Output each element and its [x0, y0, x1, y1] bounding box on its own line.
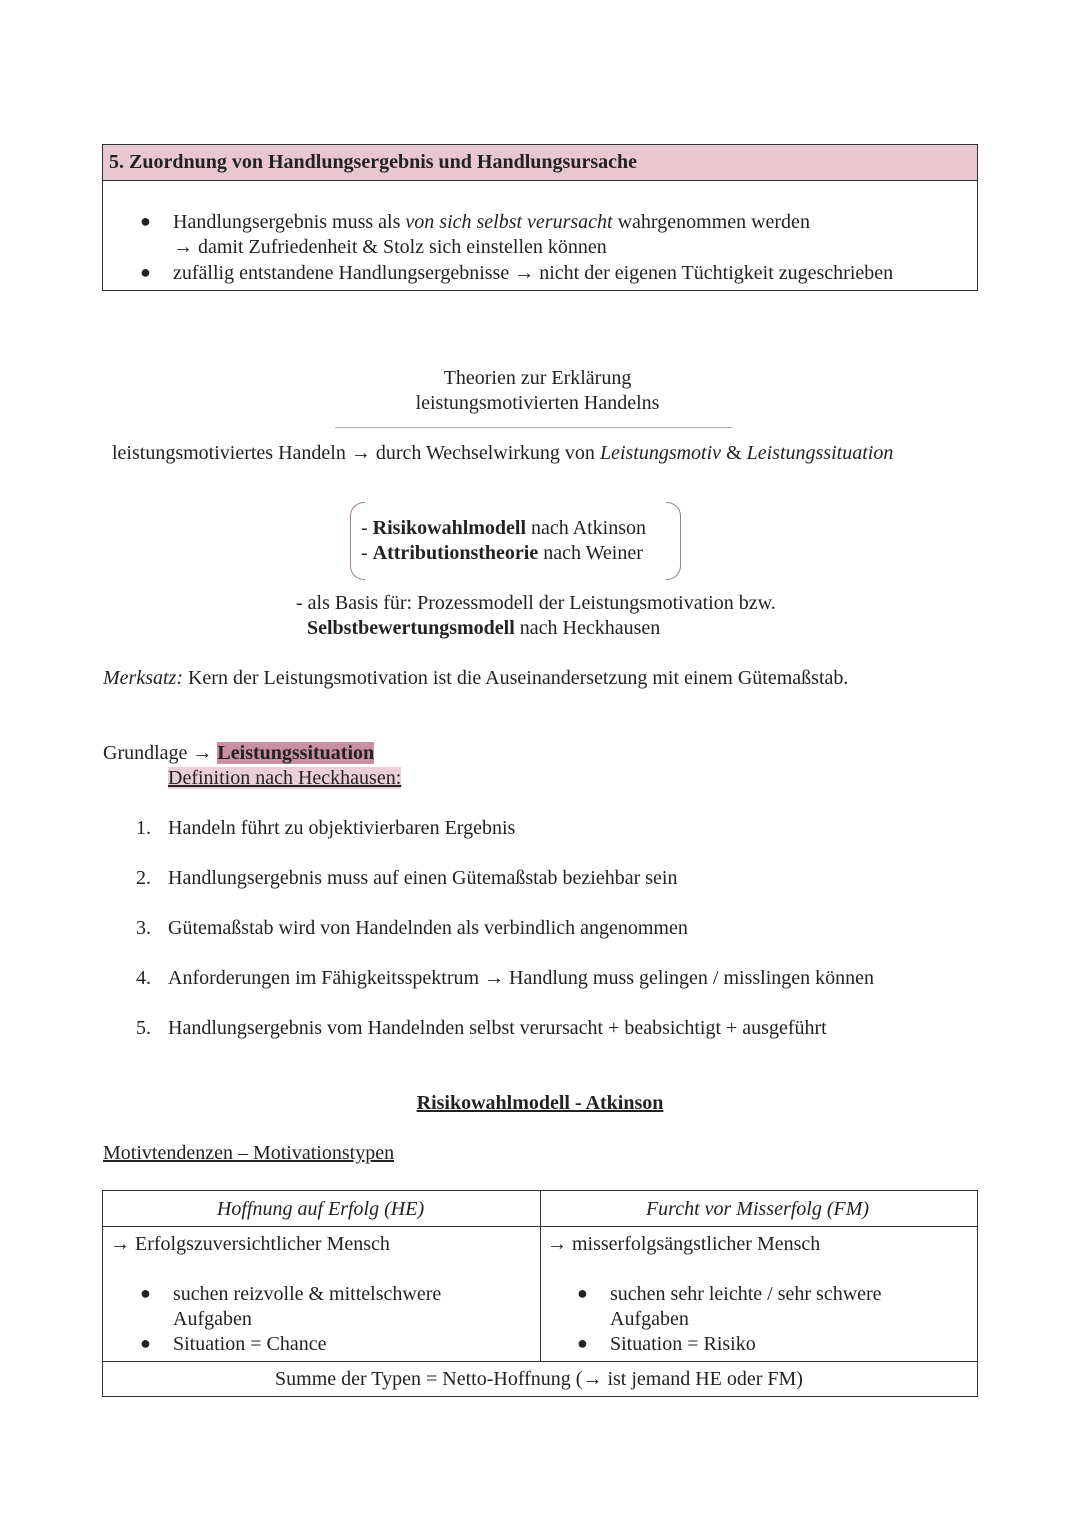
divider [335, 427, 733, 428]
list-number: 2. [136, 867, 151, 889]
merksatz [103, 667, 848, 690]
merksatz-label: Merksatz: [103, 667, 183, 689]
fm-bullet-1-line-2: Aufgaben [610, 1308, 689, 1330]
interaction-line [112, 442, 893, 465]
right-brace-icon [666, 502, 681, 580]
col-header-text: Hoffnung auf Erfolg (HE) [216, 1198, 425, 1220]
list-text: Handlungsergebnis muss auf einen Gütemaßstab beziehbar sein [168, 867, 678, 889]
model-attribution [361, 542, 643, 565]
bullet-icon: ● [577, 1333, 588, 1353]
text-segment: wahrgenommen werden [612, 211, 810, 233]
emphasis: Leistungssituation [746, 442, 894, 464]
text-segment: & [721, 442, 747, 464]
bullet-icon: ● [140, 1333, 151, 1353]
text-segment: leistungsmotiviertes Handeln → durch Wechselwirkung von [112, 442, 600, 464]
bullet-icon: ● [140, 211, 151, 231]
section-5-bullet-2: zufällig entstandene Handlungsergebnisse → nicht der eigenen Tüchtigkeit zugeschrieben [173, 262, 894, 284]
atkinson-subtitle: Motivtendenzen – Motivationstypen [103, 1142, 395, 1164]
col-header-fm [539, 1198, 976, 1221]
section-5-bullet-1-sub: → damit Zufriedenheit & Stolz sich einstellen können [173, 236, 607, 258]
bullet-icon: ● [577, 1283, 588, 1303]
model-risikowahl [361, 517, 646, 540]
basis-line-2 [307, 617, 660, 640]
text-segment: nach Weiner [538, 542, 643, 564]
col-he-type: → Erfolgszuversichtlicher Mensch [110, 1233, 390, 1255]
emphasis: von sich selbst verursacht [405, 211, 613, 233]
section-5-bullet-1 [173, 211, 810, 234]
table-divider [103, 1226, 977, 1227]
text-segment: nach Atkinson [526, 517, 647, 539]
atkinson-title [0, 1092, 1080, 1115]
atkinson-title-text: Risikowahlmodell - Atkinson [416, 1092, 664, 1114]
text-segment: nach Heckhausen [514, 617, 661, 639]
list-text: Anforderungen im Fähigkeitsspektrum → Handlung muss gelingen / misslingen können [168, 967, 875, 989]
list-number: 1. [136, 817, 151, 839]
section-5-title: 5. Zuordnung von Handlungsergebnis und Handlungsursache [103, 145, 977, 181]
merksatz-text: Kern der Leistungsmotivation ist die Auseinandersetzung mit einem Gütemaßstab. [182, 667, 849, 689]
bullet-icon: ● [140, 262, 151, 282]
list-item [136, 817, 516, 840]
list-number: 5. [136, 1017, 151, 1039]
col-header-he [102, 1198, 539, 1221]
col-fm-type: → misserfolgsängstlicher Mensch [547, 1233, 821, 1255]
definition-label: Definition nach Heckhausen: [168, 767, 402, 789]
basis-line-1: - als Basis für: Prozessmodell der Leistungsmotivation bzw. [296, 592, 776, 614]
netto-hoffnung-summary: Summe der Typen = Netto-Hoffnung (→ ist jemand HE oder FM) [275, 1368, 803, 1390]
bold-term: Selbstbewertungsmodell [307, 617, 515, 639]
list-item [136, 867, 678, 890]
table-divider [103, 1361, 977, 1362]
emphasis: Leistungsmotiv [599, 442, 722, 464]
grundlage-line [103, 742, 374, 765]
list-text: Handeln führt zu objektivierbaren Ergebnis [168, 817, 516, 839]
list-item [136, 1017, 827, 1040]
definition-heading [168, 767, 401, 790]
text-segment: - [361, 542, 373, 564]
list-number: 3. [136, 917, 151, 939]
fm-bullet-2: Situation = Risiko [610, 1333, 756, 1355]
list-text: Gütemaßstab wird von Handelnden als verbindlich angenommen [168, 917, 688, 939]
text-segment: Handlungsergebnis muss als [173, 211, 406, 233]
grundlage-prefix: Grundlage → [103, 742, 213, 764]
left-brace-icon [350, 502, 365, 580]
list-item [136, 917, 688, 940]
bold-term: Risikowahlmodell [372, 517, 527, 539]
col-header-text: Furcht vor Misserfolg (FM) [645, 1198, 870, 1220]
bullet-icon: ● [140, 1283, 151, 1303]
bold-term: Attributionstheorie [372, 542, 539, 564]
text-segment: - [361, 517, 373, 539]
he-bullet-1-line-1: suchen reizvolle & mittelschwere [173, 1283, 442, 1305]
he-bullet-2: Situation = Chance [173, 1333, 327, 1355]
theories-heading-line-1: Theorien zur Erklärung [443, 367, 632, 389]
fm-bullet-1-line-1: suchen sehr leichte / sehr schwere [610, 1283, 882, 1305]
he-bullet-1-line-2: Aufgaben [173, 1308, 252, 1330]
theories-heading-line-2: leistungsmotivierten Handelns [415, 392, 660, 414]
list-item [136, 967, 875, 990]
list-number: 4. [136, 967, 151, 989]
list-text: Handlungsergebnis vom Handelnden selbst verursacht + beabsichtigt + ausgeführt [168, 1017, 827, 1039]
highlight-leistungssituation: Leistungssituation [217, 742, 375, 764]
